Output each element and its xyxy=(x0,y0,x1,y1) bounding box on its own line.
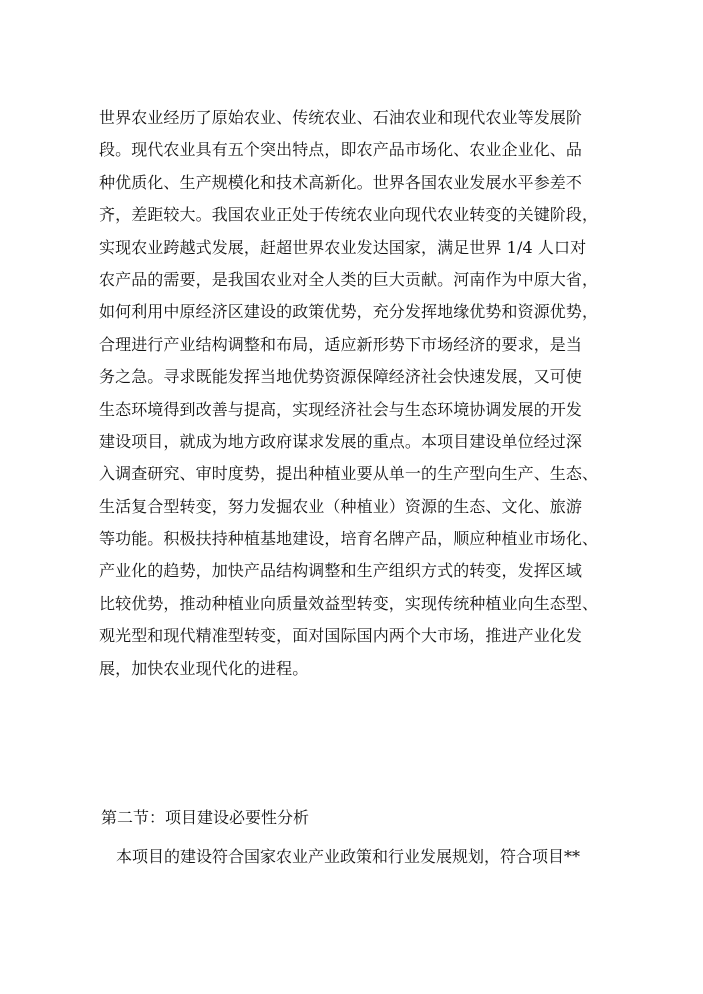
paragraph-line: 比较优势，推动种植业向质量效益型转变，实现传统种植业向生态型、 xyxy=(99,593,599,613)
paragraph-line: 世界农业经历了原始农业、传统农业、石油农业和现代农业等发展阶 xyxy=(99,108,583,127)
paragraph-line: 等功能。积极扶持种植基地建设，培育名牌产品，顺应种植业市场化、 xyxy=(99,529,599,549)
body-paragraph xyxy=(99,102,619,685)
section-body-text: 本项目的建设符合国家农业产业政策和行业发展规划，符合项目** xyxy=(116,847,581,866)
paragraph-line: 齐，差距较大。我国农业正处于传统农业向现代农业转变的关键阶段， xyxy=(99,205,599,225)
paragraph-line: 建设项目，就成为地方政府谋求发展的重点。本项目建设单位经过深 xyxy=(99,431,583,451)
paragraph-line: 合理进行产业结构调整和布局，适应新形势下市场经济的要求，是当 xyxy=(99,334,583,354)
paragraph-line: 农产品的需要，是我国农业对全人类的巨大贡献。河南作为中原大省， xyxy=(99,269,599,289)
paragraph-line: 产业化的趋势，加快产品结构调整和生产组织方式的转变，发挥区域 xyxy=(99,561,583,581)
paragraph-line: 入调查研究、审时度势，提出种植业要从单一的生产型向生产、生态、 xyxy=(99,464,599,484)
paragraph-line: 如何利用中原经济区建设的政策优势，充分发挥地缘优势和资源优势， xyxy=(99,302,599,322)
paragraph-line: 段。现代农业具有五个突出特点，即农产品市场化、农业企业化、品 xyxy=(99,140,583,160)
paragraph-line: 展，加快农业现代化的进程。 xyxy=(99,658,309,678)
paragraph-line: 生态环境得到改善与提高，实现经济社会与生态环境协调发展的开发 xyxy=(99,399,583,419)
paragraph-line: 种优质化、生产规模化和技术高新化。世界各国农业发展水平参差不 xyxy=(99,172,583,192)
paragraph-line: 生活复合型转变，努力发掘农业（种植业）资源的生态、文化、旅游 xyxy=(99,496,583,516)
paragraph-line: 实现农业跨越式发展，赶超世界农业发达国家，满足世界 1/4 人口对 xyxy=(99,237,587,257)
paragraph-line: 务之急。寻求既能发挥当地优势资源保障经济社会快速发展，又可使 xyxy=(99,367,583,387)
paragraph-line: 观光型和现代精准型转变，面对国际国内两个大市场，推进产业化发 xyxy=(99,626,583,646)
section-heading: 第二节：项目建设必要性分析 xyxy=(101,808,310,827)
